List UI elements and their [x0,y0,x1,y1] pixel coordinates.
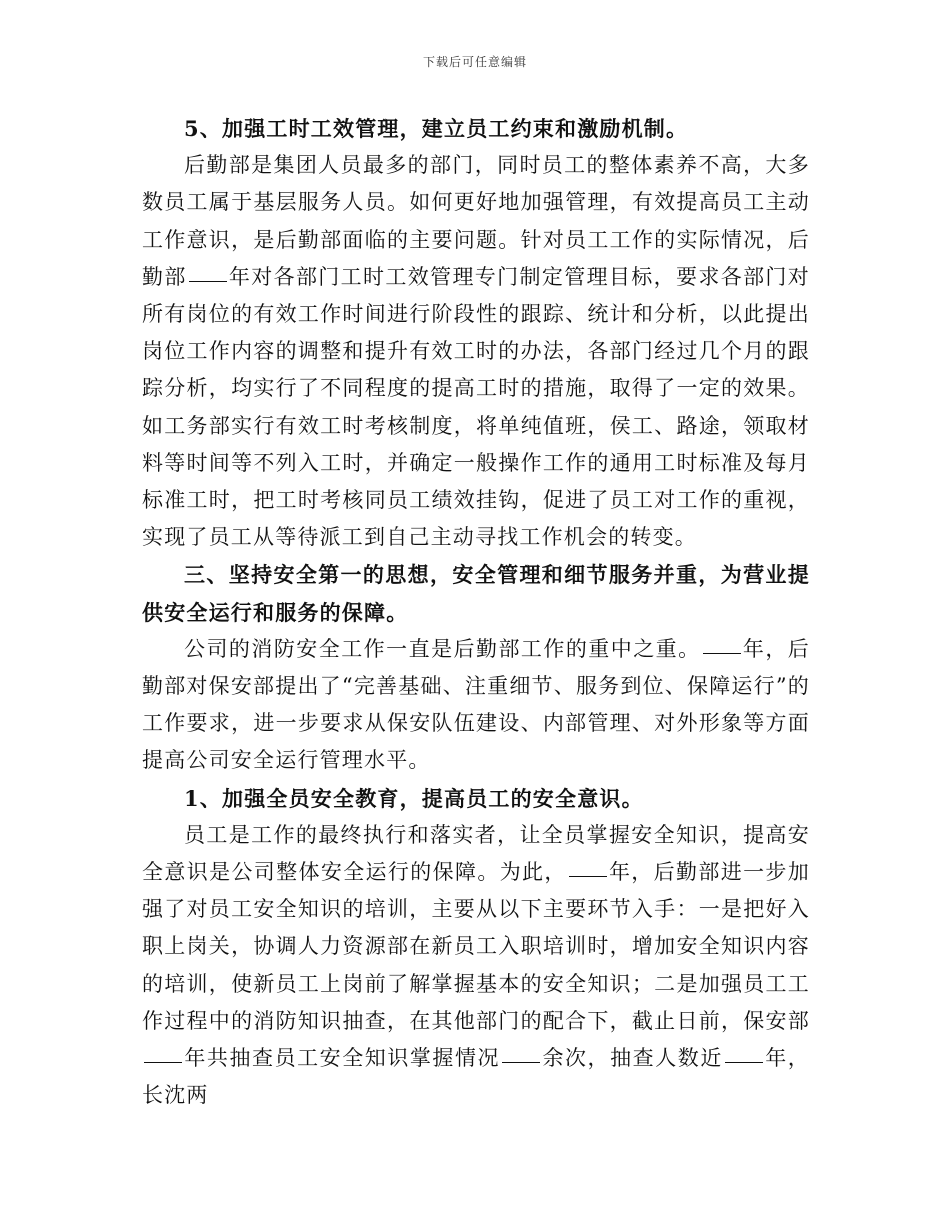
body-paragraph [142,631,810,780]
page-header: 下载后可任意编辑 [422,55,527,69]
paragraph-text: 年，后勤部进一步加强了对员工安全知识的培训，主要从以下主要环节入手：一是把好入职上岗关，协调人力资源部在新员工入职培训时，增加安全知识内容的培训，使新员工上岗前了解掌握基本的安全知识；二是加强员工工作过程中的消防知识抽查，在其他部门的配合下，截止日前，保安部 [142,860,810,1033]
fill-in-blank [569,875,607,877]
paragraph-text: 年，后勤部对保安部提出了“完善基础、注重细节、服务到位、保障运行”的工作要求，进一步要求从保安队伍建设、内部管理、对外形象等方面提高公司安全运行管理水平。 [142,636,810,773]
fill-in-blank [502,1061,540,1063]
body-paragraph [142,817,810,1115]
document-body [142,110,810,1114]
paragraph-text: 员工是工作的最终执行和落实者，让全员掌握安全知识，提高安全意识是公司整体安全运行的保障。为此， [142,822,810,885]
section-heading [142,110,810,147]
body-paragraph [142,147,810,556]
paragraph-text: 余次，抽查人数近 [542,1046,723,1071]
paragraph-text: 后勤部是集团人员最多的部门，同时员工的整体素养不高，大多数员工属于基层服务人员。如何更好地加强管理，有效提高员工主动工作意识，是后勤部面临的主要问题。针对员工工作的实际情况，后勤部 [142,153,810,289]
section-heading [142,780,810,817]
fill-in-blank [189,280,227,282]
fill-in-blank [703,652,741,654]
paragraph-text: 年共抽查员工安全知识掌握情况 [184,1046,501,1071]
paragraph-text: 公司的消防安全工作一直是后勤部工作的重中之重。 [184,636,701,661]
paragraph-text: 年，长沈两 [142,1046,810,1108]
heading-text: 5、加强工时工效管理，建立员工约束和激励机制。 [184,116,689,141]
heading-text: 1、加强全员安全教育，提高员工的安全意识。 [184,785,644,811]
fill-in-blank [725,1061,763,1063]
paragraph-text: 年对各部门工时工效管理专门制定管理目标，要求各部门对所有岗位的有效工作时间进行阶段性的跟踪、统计和分析，以此提出岗位工作内容的调整和提升有效工时的办法，各部门经过几个月的跟踪分析，均实行了不同程度的提高工时的措施，取得了一定的效果。如工务部实行有效工时考核制度，将单纯值班，侯工、路途，领取材料等时间等不列入工时，并确定一般操作工作的通用工时标准及每月标准工时，把工时考核同员工绩效挂钩，促进了员工对工作的重视，实现了员工从等待派工到自己主动寻找工作机会的转变。 [142,264,810,550]
fill-in-blank [144,1061,182,1063]
section-heading [142,556,810,630]
heading-text: 三、坚持安全第一的思想，安全管理和细节服务并重，为营业提供安全运行和服务的保障。 [142,562,810,625]
